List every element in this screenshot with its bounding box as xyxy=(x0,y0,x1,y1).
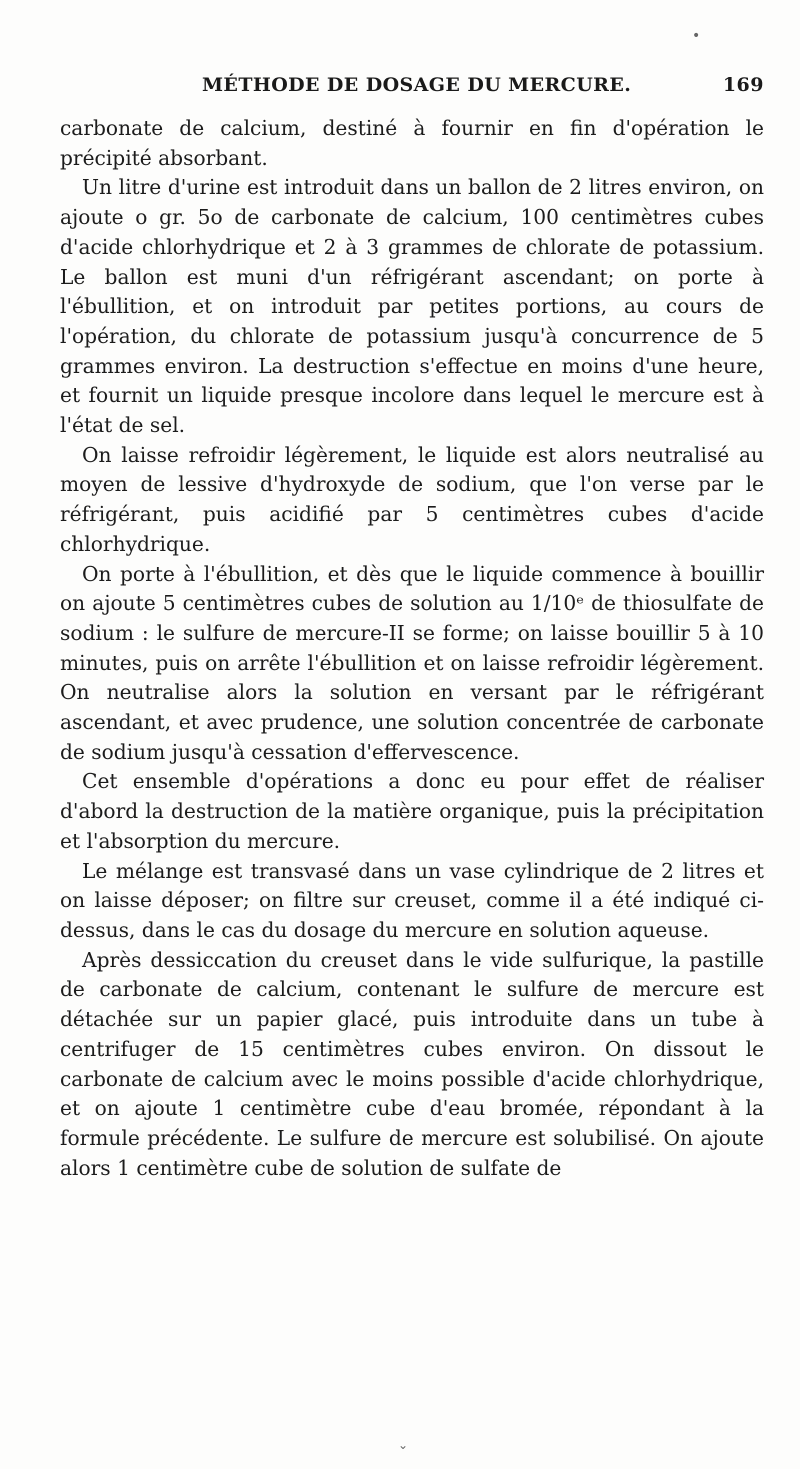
paragraph-6: Le mélange est transvasé dans un vase cylindrique de 2 litres et on laisse déposer; on filtre sur creuset, comme il a été indiqué ci-dessus, dans le cas du dosage du mercure en solution aqueuse. xyxy=(60,858,764,942)
scan-speck: ⌄ xyxy=(398,1438,409,1452)
body-text xyxy=(60,114,764,1183)
running-title: MÉTHODE DE DOSAGE DU MERCURE. xyxy=(202,74,632,96)
paragraph-2: Un litre d'urine est introduit dans un ballon de 2 litres environ, on ajoute o gr. 5o de carbonate de calcium, 100 centimètres cubes d'acide chlorhydrique et 2 à 3 grammes de chlorate de potassium. Le ballon est muni d'un réfrigérant ascendant; on porte à l'ébullition, et on introduit par petites portions, au cours de l'opération, du chlorate de potassium jusqu'à concurrence de 5 grammes environ. La destruction s'effectue en moins d'une heure, et fournit un liquide presque incolore dans lequel le mercure est à l'état de sel. xyxy=(60,175,764,438)
page-header xyxy=(60,74,764,106)
page-number: 169 xyxy=(722,74,764,96)
paragraph-1: carbonate de calcium, destiné à fournir en fin d'opération le précipité absorbant. xyxy=(60,116,764,170)
scan-speck: • xyxy=(692,28,701,44)
paragraph-5: Cet ensemble d'opérations a donc eu pour effet de réaliser d'abord la destruction de la matière organique, puis la précipitation et l'absorption du mercure. xyxy=(60,769,764,853)
paragraph-3: On laisse refroidir légèrement, le liquide est alors neutralisé au moyen de lessive d'hydroxyde de sodium, que l'on verse par le réfrigérant, puis acidifié par 5 centimètres cubes d'acide chlorhydrique. xyxy=(60,442,764,556)
paragraph-4: On porte à l'ébullition, et dès que le liquide commence à bouillir on ajoute 5 centimètres cubes de solution au 1/10ᵉ de thiosulfate de sodium : le sulfure de mercure-II se forme; on laisse bouillir 5 à 10 minutes, puis on arrête l'ébullition et on laisse refroidir légèrement. On neutralise alors la solution en versant par le réfrigérant ascendant, et avec prudence, une solution concentrée de carbonate de sodium jusqu'à cessation d'effervescence. xyxy=(60,561,764,764)
paragraph-7: Après dessiccation du creuset dans le vide sulfurique, la pastille de carbonate de calcium, contenant le sulfure de mercure est détachée sur un papier glacé, puis introduite dans un tube à centrifuger de 15 centimètres cubes environ. On dissout le carbonate de calcium avec le moins possible d'acide chlorhydrique, et on ajoute 1 centimètre cube d'eau bromée, répondant à la formule précédente. Le sulfure de mercure est solubilisé. On ajoute alors 1 centimètre cube de solution de sulfate de xyxy=(60,947,764,1180)
